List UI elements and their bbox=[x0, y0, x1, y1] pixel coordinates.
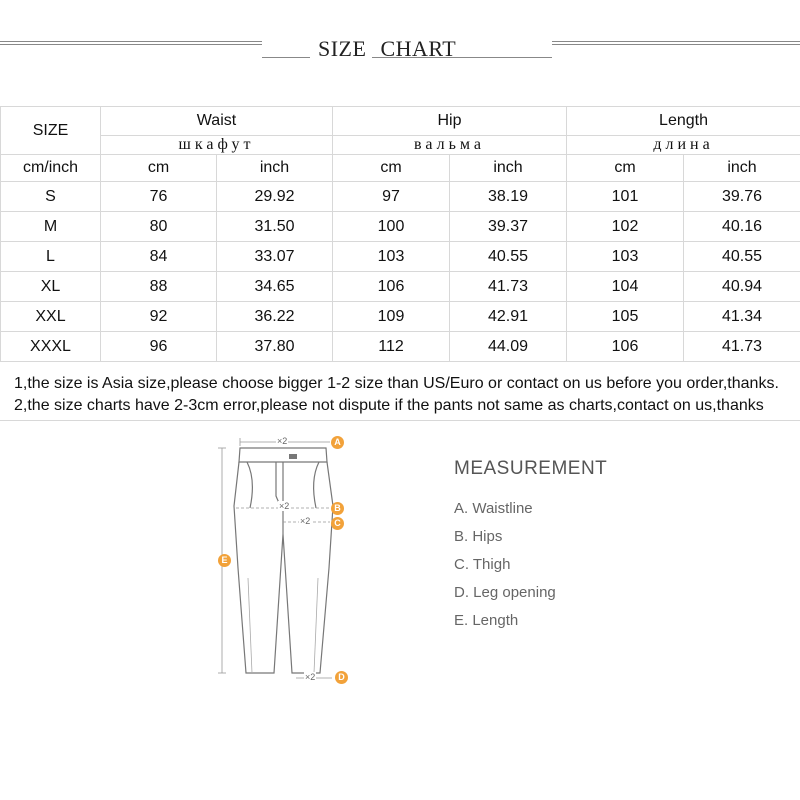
value-cell: 40.94 bbox=[684, 272, 800, 302]
unit-cell: cm bbox=[333, 155, 450, 182]
value-cell: 40.16 bbox=[684, 212, 800, 242]
value-cell: 76 bbox=[101, 182, 217, 212]
header-line-right bbox=[552, 41, 800, 45]
page-title bbox=[318, 36, 470, 62]
pants-diagram bbox=[200, 428, 370, 693]
measurement-title: MEASUREMENT bbox=[454, 458, 608, 479]
waist-header: Waist bbox=[101, 107, 333, 136]
value-cell: 112 bbox=[333, 332, 450, 362]
value-cell: 36.22 bbox=[217, 302, 333, 332]
value-cell: 42.91 bbox=[450, 302, 567, 332]
value-cell: 37.80 bbox=[217, 332, 333, 362]
value-cell: 92 bbox=[101, 302, 217, 332]
table-unit-row bbox=[1, 155, 800, 182]
badge-a-icon: A bbox=[331, 436, 344, 449]
table-row bbox=[1, 332, 800, 362]
size-cell: M bbox=[1, 212, 101, 242]
length-header-ru: длина bbox=[567, 136, 800, 155]
table-row bbox=[1, 212, 800, 242]
measurement-item: B. Hips bbox=[454, 528, 503, 545]
size-cell: XL bbox=[1, 272, 101, 302]
measurement-item: C. Thigh bbox=[454, 556, 511, 573]
unit-cell: cm bbox=[567, 155, 684, 182]
unit-cell: cm bbox=[101, 155, 217, 182]
value-cell: 103 bbox=[333, 242, 450, 272]
size-cell: L bbox=[1, 242, 101, 272]
leg-times-label: ×2 bbox=[305, 672, 316, 682]
value-cell: 41.73 bbox=[450, 272, 567, 302]
value-cell: 105 bbox=[567, 302, 684, 332]
table-header-row bbox=[1, 107, 800, 136]
value-cell: 29.92 bbox=[217, 182, 333, 212]
hip-header: Hip bbox=[333, 107, 567, 136]
value-cell: 41.34 bbox=[684, 302, 800, 332]
badge-c-icon: C bbox=[331, 517, 344, 530]
title-word-chart: CHART bbox=[380, 36, 457, 61]
badge-d-icon: D bbox=[335, 671, 348, 684]
size-cell: S bbox=[1, 182, 101, 212]
value-cell: 40.55 bbox=[450, 242, 567, 272]
waist-header-ru: шкафут bbox=[101, 136, 333, 155]
value-cell: 88 bbox=[101, 272, 217, 302]
table-row bbox=[1, 302, 800, 332]
unit-label: cm/inch bbox=[1, 155, 101, 182]
table-row bbox=[1, 242, 800, 272]
hip-times-label: ×2 bbox=[279, 501, 290, 511]
waist-times-label: ×2 bbox=[277, 436, 288, 446]
value-cell: 38.19 bbox=[450, 182, 567, 212]
value-cell: 102 bbox=[567, 212, 684, 242]
value-cell: 34.65 bbox=[217, 272, 333, 302]
value-cell: 33.07 bbox=[217, 242, 333, 272]
note-asia-size: 1,the size is Asia size,please choose bigger 1-2 size than US/Euro or contact on us before you order,thanks. bbox=[14, 375, 779, 392]
measurement-item: D. Leg opening bbox=[454, 584, 556, 601]
size-cell: XXL bbox=[1, 302, 101, 332]
value-cell: 80 bbox=[101, 212, 217, 242]
badge-e-icon: E bbox=[218, 554, 231, 567]
hip-header-ru: вальма bbox=[333, 136, 567, 155]
measurement-list bbox=[454, 500, 556, 640]
header-line-left bbox=[0, 41, 262, 45]
table-row bbox=[1, 272, 800, 302]
measurement-item: E. Length bbox=[454, 612, 519, 629]
value-cell: 101 bbox=[567, 182, 684, 212]
value-cell: 103 bbox=[567, 242, 684, 272]
value-cell: 106 bbox=[333, 272, 450, 302]
badge-b-icon: B bbox=[331, 502, 344, 515]
note-size-error: 2,the size charts have 2-3cm error,please not dispute if the pants not same as charts,contact on us,thanks bbox=[14, 397, 764, 414]
unit-cell: inch bbox=[217, 155, 333, 182]
size-cell: XXXL bbox=[1, 332, 101, 362]
value-cell: 39.37 bbox=[450, 212, 567, 242]
value-cell: 96 bbox=[101, 332, 217, 362]
value-cell: 39.76 bbox=[684, 182, 800, 212]
measurement-item: A. Waistline bbox=[454, 500, 533, 517]
unit-cell: inch bbox=[450, 155, 567, 182]
value-cell: 106 bbox=[567, 332, 684, 362]
notes-block bbox=[0, 372, 800, 421]
size-table bbox=[0, 106, 800, 362]
value-cell: 84 bbox=[101, 242, 217, 272]
value-cell: 97 bbox=[333, 182, 450, 212]
value-cell: 109 bbox=[333, 302, 450, 332]
thigh-times-label: ×2 bbox=[300, 516, 311, 526]
size-header: SIZE bbox=[1, 107, 101, 155]
value-cell: 100 bbox=[333, 212, 450, 242]
header-line-left-lower bbox=[262, 57, 310, 58]
value-cell: 104 bbox=[567, 272, 684, 302]
unit-cell: inch bbox=[684, 155, 800, 182]
value-cell: 41.73 bbox=[684, 332, 800, 362]
length-header: Length bbox=[567, 107, 800, 136]
title-word-size: SIZE bbox=[318, 36, 367, 61]
value-cell: 40.55 bbox=[684, 242, 800, 272]
table-russian-row bbox=[1, 136, 800, 155]
value-cell: 44.09 bbox=[450, 332, 567, 362]
table-row bbox=[1, 182, 800, 212]
value-cell: 31.50 bbox=[217, 212, 333, 242]
